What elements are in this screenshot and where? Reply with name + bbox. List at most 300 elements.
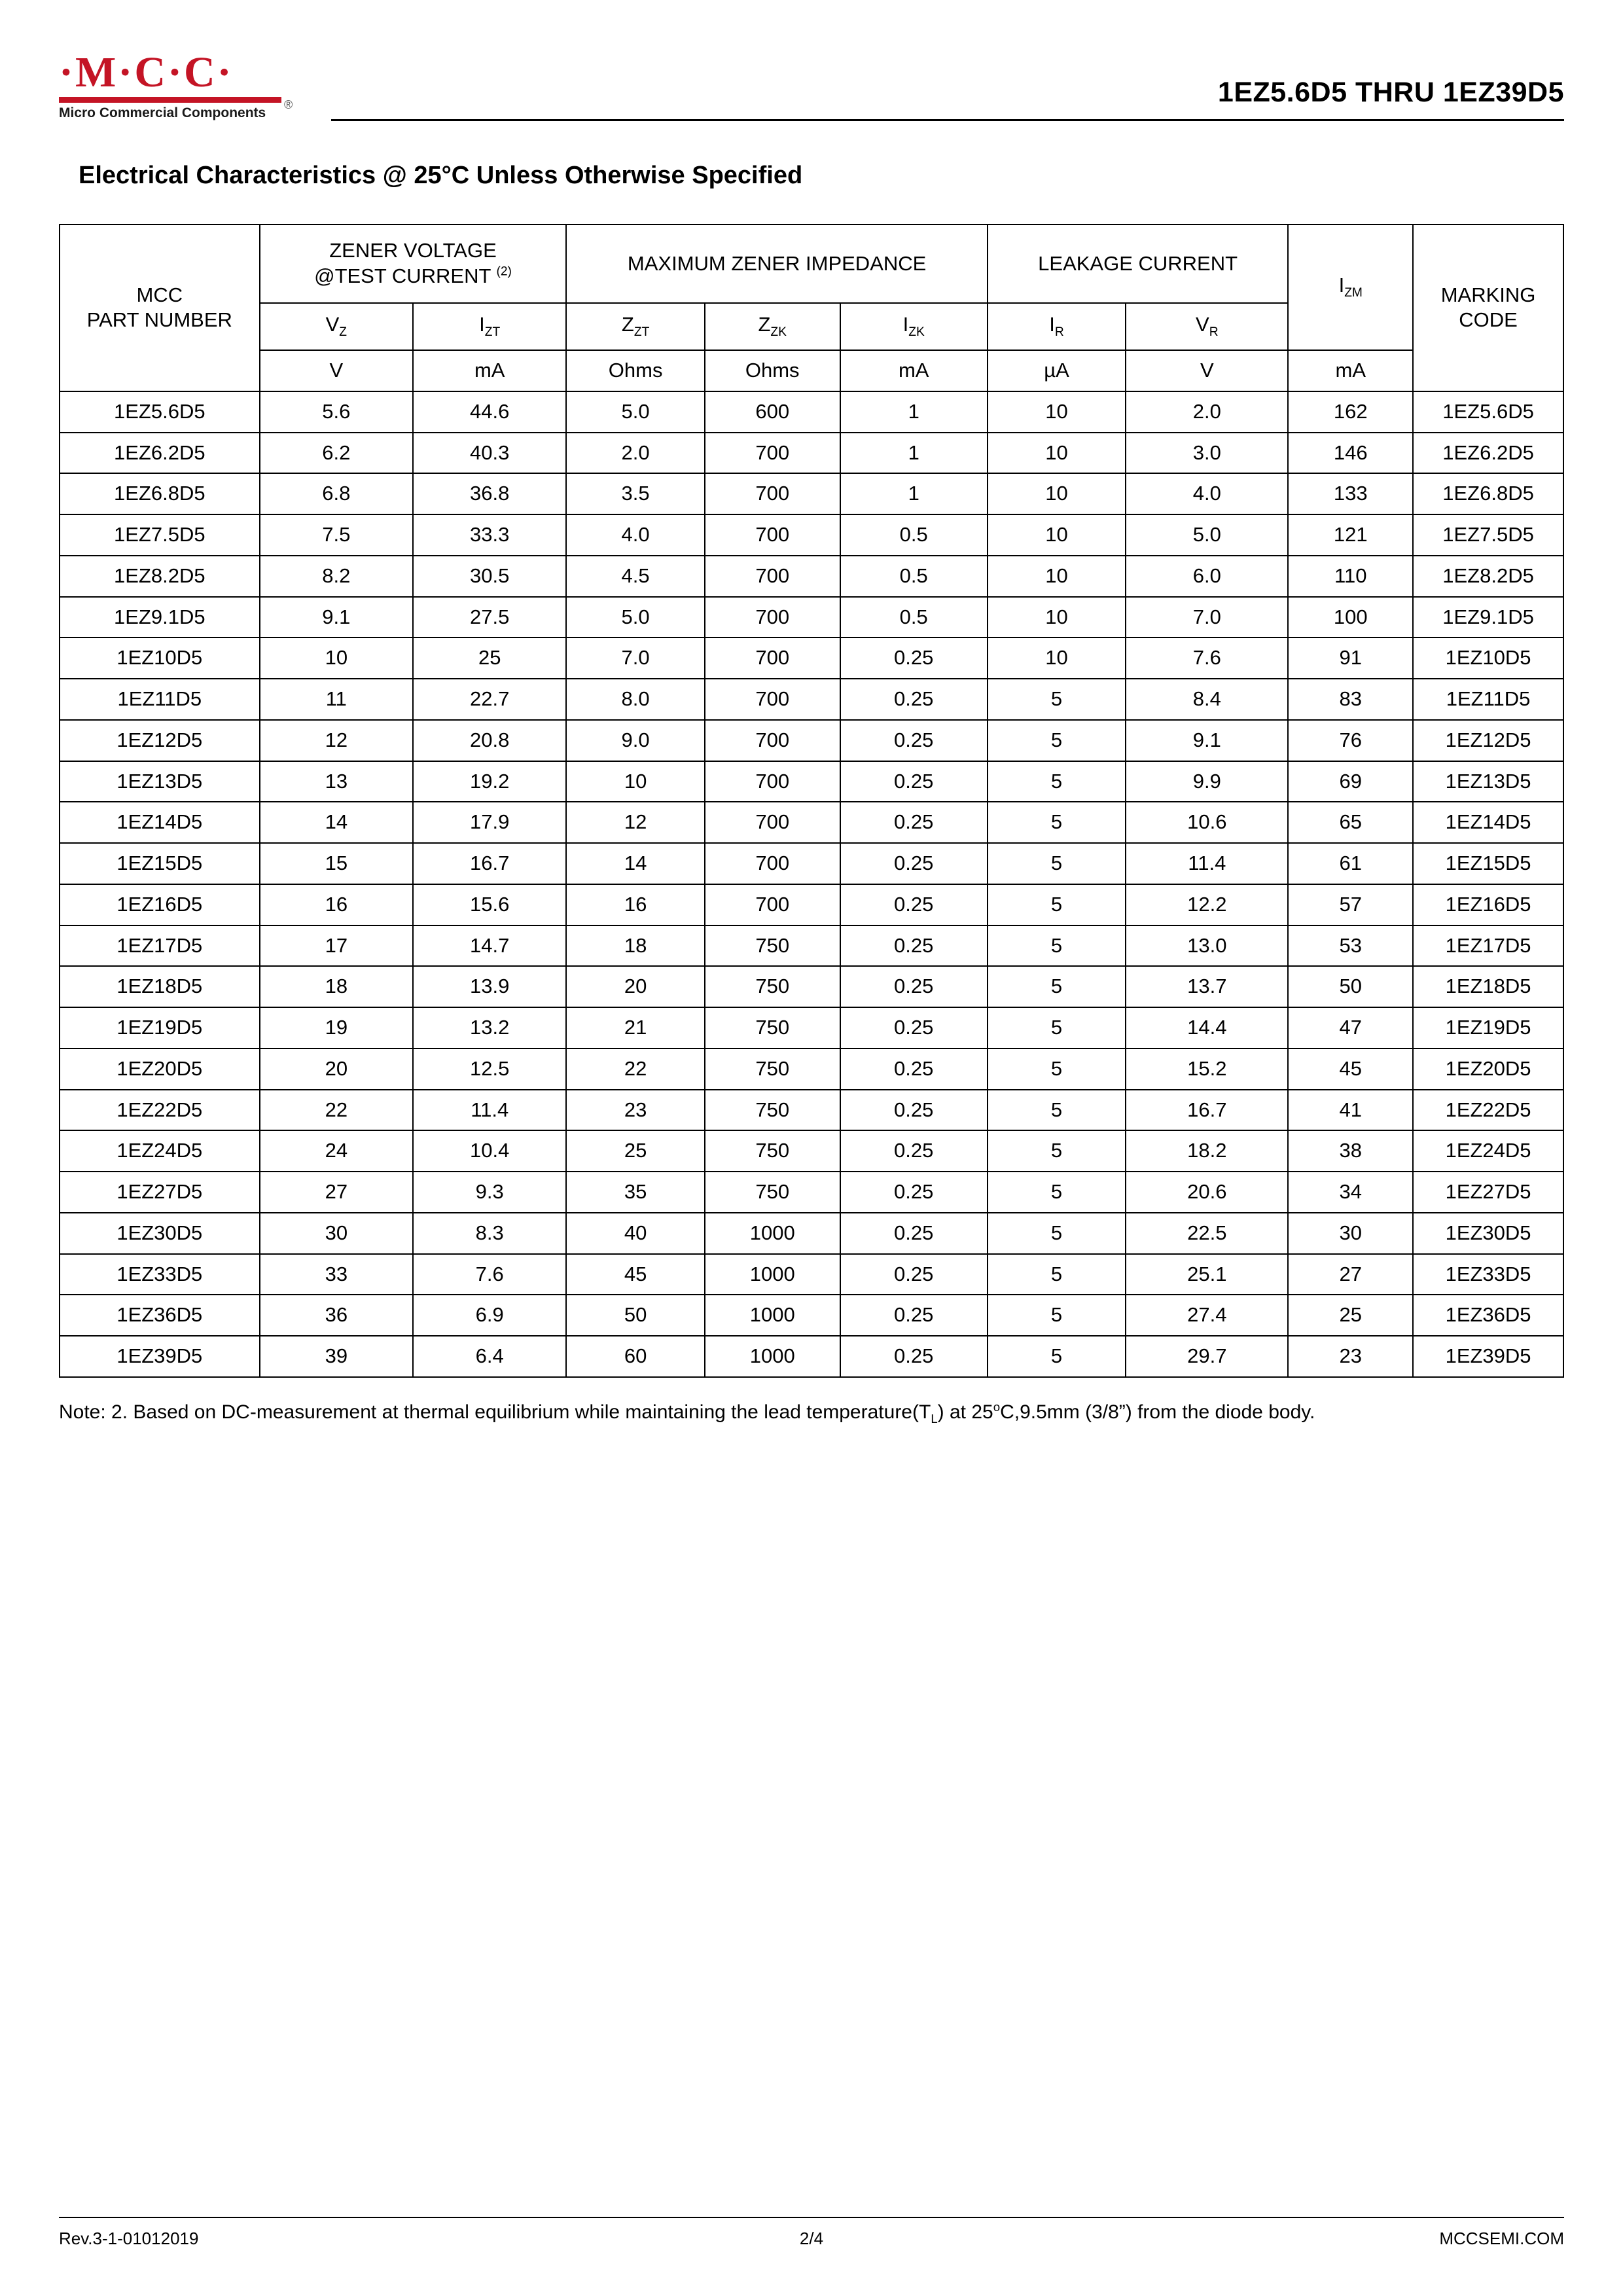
- table-row: [60, 679, 1563, 720]
- value-cell: 0.25: [840, 1130, 988, 1172]
- value-cell: 20: [566, 966, 704, 1007]
- value-cell: 7.6: [413, 1254, 566, 1295]
- value-cell: 33: [260, 1254, 413, 1295]
- footnote-subscript: L: [931, 1411, 938, 1426]
- value-cell: 5.0: [566, 597, 704, 638]
- value-cell: 5: [988, 1213, 1126, 1254]
- value-cell: 0.25: [840, 1295, 988, 1336]
- part-number-cell: 1EZ19D5: [60, 1007, 260, 1049]
- value-cell: 0.25: [840, 966, 988, 1007]
- impedance-group-header: MAXIMUM ZENER IMPEDANCE: [566, 224, 987, 303]
- value-cell: 3.0: [1126, 433, 1288, 474]
- value-cell: 10: [988, 637, 1126, 679]
- value-cell: 700: [705, 597, 840, 638]
- marking-code-cell: 1EZ9.1D5: [1413, 597, 1563, 638]
- value-cell: 0.25: [840, 1172, 988, 1213]
- marking-code-cell: 1EZ22D5: [1413, 1090, 1563, 1131]
- izt-symbol: I: [479, 313, 485, 336]
- value-cell: 50: [566, 1295, 704, 1336]
- table-row: [60, 1336, 1563, 1377]
- value-cell: 0.25: [840, 843, 988, 884]
- value-cell: 5.0: [1126, 514, 1288, 556]
- value-cell: 12: [260, 720, 413, 761]
- value-cell: 23: [1288, 1336, 1413, 1377]
- value-cell: 16: [566, 884, 704, 925]
- part-number-header: [60, 224, 260, 391]
- value-cell: 7.6: [1126, 637, 1288, 679]
- value-cell: 7.0: [566, 637, 704, 679]
- value-cell: 12.5: [413, 1049, 566, 1090]
- value-cell: 83: [1288, 679, 1413, 720]
- part-number-cell: 1EZ8.2D5: [60, 556, 260, 597]
- value-cell: 18.2: [1126, 1130, 1288, 1172]
- value-cell: 41: [1288, 1090, 1413, 1131]
- value-cell: 14: [260, 802, 413, 843]
- value-cell: 5.0: [566, 391, 704, 433]
- marking-code-header: [1413, 224, 1563, 391]
- value-cell: 0.25: [840, 1090, 988, 1131]
- part-number-cell: 1EZ18D5: [60, 966, 260, 1007]
- value-cell: 34: [1288, 1172, 1413, 1213]
- table-row: [60, 1007, 1563, 1049]
- value-cell: 30: [1288, 1213, 1413, 1254]
- footer-website: MCCSEMI.COM: [1439, 2229, 1564, 2248]
- value-cell: 0.25: [840, 884, 988, 925]
- value-cell: 16: [260, 884, 413, 925]
- value-cell: 24: [260, 1130, 413, 1172]
- value-cell: 20.6: [1126, 1172, 1288, 1213]
- registered-mark: ®: [284, 98, 293, 111]
- value-cell: 40.3: [413, 433, 566, 474]
- marking-code-cell: 1EZ17D5: [1413, 925, 1563, 967]
- vz-symbol: V: [325, 313, 340, 336]
- value-cell: 91: [1288, 637, 1413, 679]
- value-cell: 5: [988, 843, 1126, 884]
- mcc-logo-subtext: Micro Commercial Components: [59, 105, 266, 120]
- izk-header: [840, 303, 988, 350]
- footer-revision: Rev.3-1-01012019: [59, 2229, 199, 2248]
- value-cell: 0.25: [840, 1049, 988, 1090]
- section-title: Electrical Characteristics @ 25°C Unless Otherwise Specified: [79, 162, 803, 189]
- vr-header: [1126, 303, 1288, 350]
- value-cell: 5: [988, 1007, 1126, 1049]
- part-number-cell: 1EZ17D5: [60, 925, 260, 967]
- zzt-symbol: Z: [621, 313, 634, 336]
- value-cell: 1000: [705, 1336, 840, 1377]
- value-cell: 6.4: [413, 1336, 566, 1377]
- page-header: [0, 0, 1623, 121]
- value-cell: 22: [566, 1049, 704, 1090]
- value-cell: 61: [1288, 843, 1413, 884]
- marking-code-cell: 1EZ16D5: [1413, 884, 1563, 925]
- vr-subscript: R: [1209, 325, 1219, 340]
- table-row: [60, 1295, 1563, 1336]
- value-cell: 10: [988, 514, 1126, 556]
- value-cell: 30.5: [413, 556, 566, 597]
- part-number-cell: 1EZ10D5: [60, 637, 260, 679]
- zener-voltage-group-header: [260, 224, 567, 303]
- part-number-cell: 1EZ7.5D5: [60, 514, 260, 556]
- table-row: [60, 925, 1563, 967]
- value-cell: 10: [988, 597, 1126, 638]
- marking-code-cell: 1EZ39D5: [1413, 1336, 1563, 1377]
- value-cell: 0.5: [840, 514, 988, 556]
- izm-unit: mA: [1288, 350, 1413, 391]
- value-cell: 700: [705, 473, 840, 514]
- izm-header: [1288, 224, 1413, 350]
- marking-code-cell: 1EZ6.8D5: [1413, 473, 1563, 514]
- value-cell: 57: [1288, 884, 1413, 925]
- value-cell: 13.7: [1126, 966, 1288, 1007]
- table-row: [60, 761, 1563, 802]
- value-cell: 25: [566, 1130, 704, 1172]
- value-cell: 18: [260, 966, 413, 1007]
- table-header-row-units: [60, 350, 1563, 391]
- value-cell: 700: [705, 720, 840, 761]
- value-cell: 22.5: [1126, 1213, 1288, 1254]
- value-cell: 25: [1288, 1295, 1413, 1336]
- marking-code-cell: 1EZ30D5: [1413, 1213, 1563, 1254]
- marking-code-cell: 1EZ7.5D5: [1413, 514, 1563, 556]
- value-cell: 700: [705, 884, 840, 925]
- value-cell: 27.5: [413, 597, 566, 638]
- vz-subscript: Z: [339, 325, 348, 340]
- value-cell: 9.1: [260, 597, 413, 638]
- value-cell: 9.3: [413, 1172, 566, 1213]
- marking-code-cell: 1EZ12D5: [1413, 720, 1563, 761]
- zzk-symbol: Z: [758, 313, 771, 336]
- value-cell: 0.25: [840, 679, 988, 720]
- marking-code-cell: 1EZ27D5: [1413, 1172, 1563, 1213]
- value-cell: 0.5: [840, 556, 988, 597]
- table-row: [60, 1254, 1563, 1295]
- ir-unit: µA: [988, 350, 1126, 391]
- value-cell: 18: [566, 925, 704, 967]
- value-cell: 0.25: [840, 637, 988, 679]
- value-cell: 19: [260, 1007, 413, 1049]
- table-row: [60, 1090, 1563, 1131]
- footnote: [59, 1400, 1623, 1426]
- value-cell: 27: [1288, 1254, 1413, 1295]
- value-cell: 6.9: [413, 1295, 566, 1336]
- table-row: [60, 433, 1563, 474]
- value-cell: 110: [1288, 556, 1413, 597]
- value-cell: 22.7: [413, 679, 566, 720]
- table-row: [60, 391, 1563, 433]
- value-cell: 11: [260, 679, 413, 720]
- value-cell: 25: [413, 637, 566, 679]
- marking-code-cell: 1EZ19D5: [1413, 1007, 1563, 1049]
- izk-symbol: I: [902, 313, 909, 336]
- value-cell: 0.25: [840, 1213, 988, 1254]
- marking-code-cell: 1EZ14D5: [1413, 802, 1563, 843]
- table-row: [60, 1130, 1563, 1172]
- part-number-cell: 1EZ11D5: [60, 679, 260, 720]
- value-cell: 25.1: [1126, 1254, 1288, 1295]
- part-header-line2: PART NUMBER: [86, 308, 232, 332]
- marking-code-cell: 1EZ15D5: [1413, 843, 1563, 884]
- part-number-cell: 1EZ5.6D5: [60, 391, 260, 433]
- value-cell: 12.2: [1126, 884, 1288, 925]
- value-cell: 5: [988, 1172, 1126, 1213]
- value-cell: 21: [566, 1007, 704, 1049]
- value-cell: 5: [988, 925, 1126, 967]
- value-cell: 4.0: [1126, 473, 1288, 514]
- value-cell: 38: [1288, 1130, 1413, 1172]
- table-body: [60, 391, 1563, 1377]
- table-row: [60, 637, 1563, 679]
- vr-symbol: V: [1196, 313, 1209, 336]
- value-cell: 700: [705, 433, 840, 474]
- value-cell: 17: [260, 925, 413, 967]
- part-number-cell: 1EZ33D5: [60, 1254, 260, 1295]
- value-cell: 2.0: [1126, 391, 1288, 433]
- table-row: [60, 884, 1563, 925]
- value-cell: 9.9: [1126, 761, 1288, 802]
- value-cell: 15.6: [413, 884, 566, 925]
- zener-voltage-line2: @TEST CURRENT: [314, 264, 497, 287]
- footnote-part2: ) at 25: [937, 1401, 993, 1423]
- value-cell: 146: [1288, 433, 1413, 474]
- value-cell: 5: [988, 1295, 1126, 1336]
- izm-symbol: I: [1338, 274, 1345, 297]
- marking-code-cell: 1EZ18D5: [1413, 966, 1563, 1007]
- value-cell: 750: [705, 1130, 840, 1172]
- value-cell: 0.5: [840, 597, 988, 638]
- value-cell: 14: [566, 843, 704, 884]
- value-cell: 45: [1288, 1049, 1413, 1090]
- part-number-cell: 1EZ13D5: [60, 761, 260, 802]
- value-cell: 0.25: [840, 761, 988, 802]
- value-cell: 700: [705, 843, 840, 884]
- value-cell: 4.0: [566, 514, 704, 556]
- value-cell: 750: [705, 1090, 840, 1131]
- table-row: [60, 1049, 1563, 1090]
- value-cell: 5: [988, 884, 1126, 925]
- part-number-cell: 1EZ36D5: [60, 1295, 260, 1336]
- value-cell: 8.0: [566, 679, 704, 720]
- value-cell: 45: [566, 1254, 704, 1295]
- ir-subscript: R: [1054, 325, 1064, 340]
- zzt-header: [566, 303, 704, 350]
- value-cell: 11.4: [1126, 843, 1288, 884]
- marking-code-cell: 1EZ20D5: [1413, 1049, 1563, 1090]
- value-cell: 1: [840, 391, 988, 433]
- value-cell: 1: [840, 433, 988, 474]
- marking-code-cell: 1EZ36D5: [1413, 1295, 1563, 1336]
- value-cell: 700: [705, 761, 840, 802]
- value-cell: 20: [260, 1049, 413, 1090]
- value-cell: 29.7: [1126, 1336, 1288, 1377]
- marking-code-cell: 1EZ5.6D5: [1413, 391, 1563, 433]
- value-cell: 5: [988, 679, 1126, 720]
- marking-code-cell: 1EZ24D5: [1413, 1130, 1563, 1172]
- value-cell: 60: [566, 1336, 704, 1377]
- value-cell: 8.3: [413, 1213, 566, 1254]
- value-cell: 8.4: [1126, 679, 1288, 720]
- value-cell: 100: [1288, 597, 1413, 638]
- value-cell: 750: [705, 966, 840, 1007]
- value-cell: 30: [260, 1213, 413, 1254]
- value-cell: 700: [705, 556, 840, 597]
- table-row: [60, 473, 1563, 514]
- value-cell: 76: [1288, 720, 1413, 761]
- part-number-cell: 1EZ6.2D5: [60, 433, 260, 474]
- value-cell: 22: [260, 1090, 413, 1131]
- value-cell: 7.5: [260, 514, 413, 556]
- part-number-cell: 1EZ27D5: [60, 1172, 260, 1213]
- zzk-header: [705, 303, 840, 350]
- part-number-cell: 1EZ15D5: [60, 843, 260, 884]
- marking-code-cell: 1EZ8.2D5: [1413, 556, 1563, 597]
- doc-title: 1EZ5.6D5 THRU 1EZ39D5: [1217, 77, 1564, 108]
- izt-unit: mA: [413, 350, 566, 391]
- value-cell: 53: [1288, 925, 1413, 967]
- value-cell: 6.0: [1126, 556, 1288, 597]
- part-number-cell: 1EZ16D5: [60, 884, 260, 925]
- table-row: [60, 720, 1563, 761]
- marking-code-cell: 1EZ6.2D5: [1413, 433, 1563, 474]
- table-header-row-groups: [60, 224, 1563, 303]
- value-cell: 6.8: [260, 473, 413, 514]
- marking-code-cell: 1EZ13D5: [1413, 761, 1563, 802]
- part-number-cell: 1EZ39D5: [60, 1336, 260, 1377]
- value-cell: 14.4: [1126, 1007, 1288, 1049]
- doc-title-block: [331, 77, 1564, 121]
- value-cell: 10: [566, 761, 704, 802]
- value-cell: 121: [1288, 514, 1413, 556]
- leakage-group-header: LEAKAGE CURRENT: [988, 224, 1289, 303]
- value-cell: 69: [1288, 761, 1413, 802]
- value-cell: 13.9: [413, 966, 566, 1007]
- value-cell: 1: [840, 473, 988, 514]
- part-number-cell: 1EZ12D5: [60, 720, 260, 761]
- value-cell: 1000: [705, 1295, 840, 1336]
- ir-symbol: I: [1049, 313, 1055, 336]
- value-cell: 133: [1288, 473, 1413, 514]
- table-row: [60, 966, 1563, 1007]
- value-cell: 10.4: [413, 1130, 566, 1172]
- value-cell: 39: [260, 1336, 413, 1377]
- value-cell: 19.2: [413, 761, 566, 802]
- marking-line2: CODE: [1459, 308, 1518, 332]
- table-row: [60, 1213, 1563, 1254]
- value-cell: 33.3: [413, 514, 566, 556]
- izk-subscript: ZK: [908, 325, 925, 340]
- value-cell: 10: [988, 473, 1126, 514]
- value-cell: 162: [1288, 391, 1413, 433]
- value-cell: 10: [260, 637, 413, 679]
- value-cell: 10: [988, 556, 1126, 597]
- value-cell: 600: [705, 391, 840, 433]
- value-cell: 17.9: [413, 802, 566, 843]
- table-row: [60, 597, 1563, 638]
- zzk-subscript: ZK: [770, 325, 787, 340]
- mcc-logo: [59, 48, 321, 121]
- value-cell: 0.25: [840, 925, 988, 967]
- value-cell: 27.4: [1126, 1295, 1288, 1336]
- value-cell: 4.5: [566, 556, 704, 597]
- marking-code-cell: 1EZ11D5: [1413, 679, 1563, 720]
- value-cell: 16.7: [413, 843, 566, 884]
- value-cell: 700: [705, 679, 840, 720]
- value-cell: 700: [705, 802, 840, 843]
- value-cell: 13.0: [1126, 925, 1288, 967]
- marking-code-cell: 1EZ33D5: [1413, 1254, 1563, 1295]
- value-cell: 14.7: [413, 925, 566, 967]
- electrical-characteristics-table: [59, 224, 1564, 1378]
- part-number-cell: 1EZ24D5: [60, 1130, 260, 1172]
- part-header-line1: MCC: [136, 283, 183, 306]
- zzt-subscript: ZT: [633, 325, 650, 340]
- value-cell: 35: [566, 1172, 704, 1213]
- page-footer: [59, 2217, 1564, 2249]
- vz-header: [260, 303, 413, 350]
- value-cell: 13.2: [413, 1007, 566, 1049]
- footnote-part3: C,9.5mm (3/8”) from the diode body.: [1000, 1401, 1315, 1423]
- value-cell: 5: [988, 1090, 1126, 1131]
- table-row: [60, 556, 1563, 597]
- footnote-superscript: o: [993, 1399, 1001, 1414]
- value-cell: 0.25: [840, 720, 988, 761]
- part-number-cell: 1EZ30D5: [60, 1213, 260, 1254]
- value-cell: 10: [988, 433, 1126, 474]
- value-cell: 44.6: [413, 391, 566, 433]
- value-cell: 750: [705, 1172, 840, 1213]
- value-cell: 8.2: [260, 556, 413, 597]
- izk-unit: mA: [840, 350, 988, 391]
- part-number-cell: 1EZ14D5: [60, 802, 260, 843]
- value-cell: 2.0: [566, 433, 704, 474]
- value-cell: 9.0: [566, 720, 704, 761]
- table-row: [60, 802, 1563, 843]
- part-number-cell: 1EZ6.8D5: [60, 473, 260, 514]
- marking-code-cell: 1EZ10D5: [1413, 637, 1563, 679]
- value-cell: 27: [260, 1172, 413, 1213]
- value-cell: 47: [1288, 1007, 1413, 1049]
- izm-subscript: ZM: [1344, 286, 1363, 300]
- zzt-unit: Ohms: [566, 350, 704, 391]
- value-cell: 5: [988, 1336, 1126, 1377]
- value-cell: 65: [1288, 802, 1413, 843]
- value-cell: 10.6: [1126, 802, 1288, 843]
- value-cell: 11.4: [413, 1090, 566, 1131]
- value-cell: 5.6: [260, 391, 413, 433]
- value-cell: 36.8: [413, 473, 566, 514]
- vz-unit: V: [260, 350, 413, 391]
- value-cell: 6.2: [260, 433, 413, 474]
- zener-voltage-note-sup: (2): [496, 264, 512, 279]
- value-cell: 5: [988, 802, 1126, 843]
- value-cell: 10: [988, 391, 1126, 433]
- zzk-unit: Ohms: [705, 350, 840, 391]
- value-cell: 13: [260, 761, 413, 802]
- value-cell: 9.1: [1126, 720, 1288, 761]
- value-cell: 5: [988, 761, 1126, 802]
- mcc-logo-underline: [59, 97, 281, 103]
- footnote-part1: Note: 2. Based on DC-measurement at thermal equilibrium while maintaining the lead temperature(T: [59, 1401, 931, 1423]
- value-cell: 20.8: [413, 720, 566, 761]
- value-cell: 5: [988, 720, 1126, 761]
- mcc-logo-text: ·M·C·C·: [59, 48, 234, 96]
- izt-subscript: ZT: [484, 325, 501, 340]
- value-cell: 3.5: [566, 473, 704, 514]
- value-cell: 5: [988, 1130, 1126, 1172]
- table-row: [60, 1172, 1563, 1213]
- table-row: [60, 514, 1563, 556]
- value-cell: 15.2: [1126, 1049, 1288, 1090]
- value-cell: 5: [988, 1049, 1126, 1090]
